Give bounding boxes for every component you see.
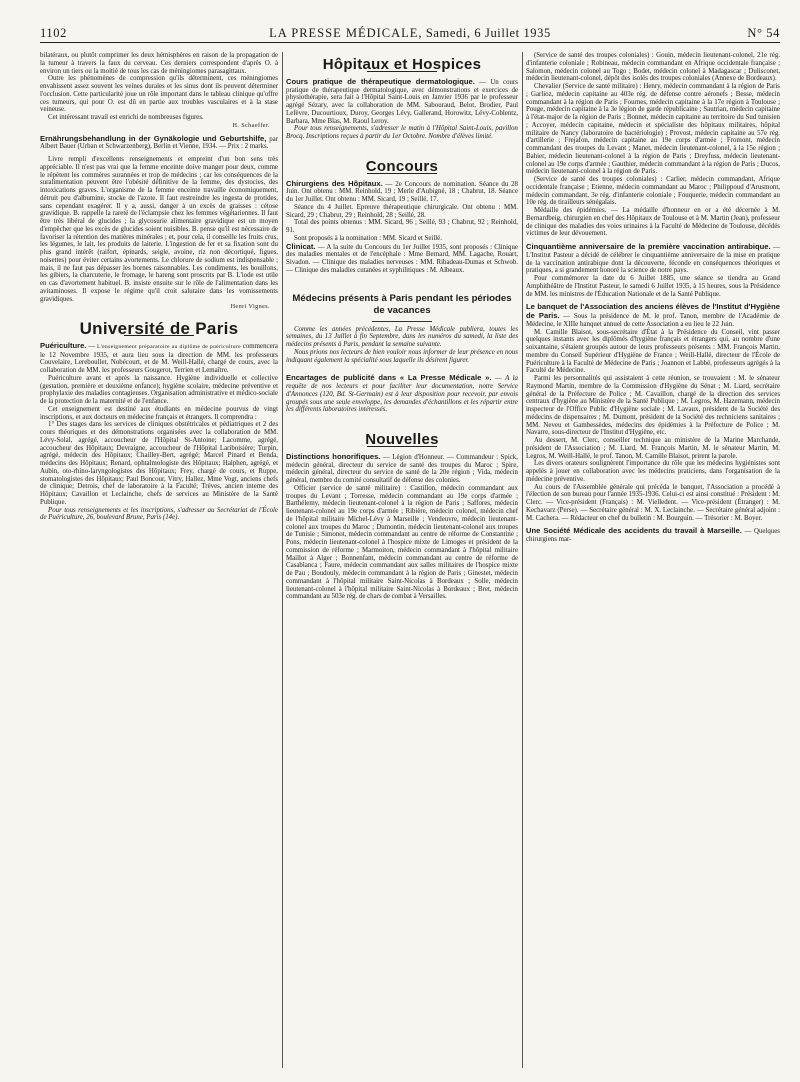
column-middle [286, 52, 518, 1070]
news-item: Chirurgiens des Hôpitaux. — 2e Concours de nomination. Séance du 28 Juin. Ont obtenu : MM. Reinhold, 19 ; Merle d'Aubigné, 18 ; Chabrut, 18. Séance du 1er Juillet. Ont obtenu : MM. Sicard, 19 ; Seillé, 17. [286, 178, 518, 203]
item-heading: Cinquantième anniversaire de la première vaccination antirabique. [526, 242, 771, 251]
item-heading: Clinicat. [286, 241, 316, 251]
article-paragraph: Total des points obtenus : MM. Sicard, 96 ; Seillé, 93 ; Chabrut, 92 ; Reinhold, 91. [286, 219, 518, 234]
article-paragraph: Les divers orateurs soulignèrent l'importance du rôle que les médecins hygiénistes sont appelés à jouer en collaboration avec les médecins praticiens, dans l'organisation de la médecine préventive. [526, 460, 780, 483]
item-body: A la suite du Concours du 1er Juillet 1935, sont proposés : Clinique des maladies mentales et de l'encéphale : Mme Bernard, MM. Lagache, Rouart, Sivadon. — Clinique des maladies nerveuses : MM. Ribadeau-Dumas et Schwob. — Clinique des maladies cutanées et syphilitiques : M. Albeaux. [286, 243, 518, 274]
item-lead: L'enseignement préparatoire au diplôme de puériculture [96, 343, 241, 350]
section-title-concours: Concours [365, 157, 439, 175]
issue-date: Samedi, 6 Juillet 1935 [425, 26, 551, 40]
section-title-universite: Université de Paris [79, 319, 239, 338]
author-signature: H. Schaeffer. [232, 121, 270, 129]
article-paragraph: (Service de santé des troupes coloniales) : Gouin, médecin lieutenant-colonel, 21e rég. d'infanterie coloniale ; Robineau, médecin commandant en Afrique occidentale française ; Salomon, médecin colonel au Togo ; Bodet, médecin colonel à Madagascar ; Dulisconet, médecin lieutenant-colonel, dépôt des isolés des troupes coloniales (Annexe de Bordeaux). [526, 52, 780, 83]
item-heading: Le banquet de l'Association des anciens élèves de l'Institut d'Hygiène de Paris. [526, 302, 780, 320]
running-header [40, 26, 780, 43]
column-divider [282, 52, 283, 1068]
article-paragraph: Séance du 4 Juillet. Epreuve thérapeutique chirurgicale. Ont obtenu : MM. Sicard, 29 ; Chabrut, 29 ; Reinhold, 28 ; Seillé, 28. [286, 203, 518, 219]
article-paragraph: Cet intéressant travail est enrichi de nombreuses figures. [48, 114, 204, 121]
news-item: Cours pratique de thérapeutique dermatologique. — Un cours pratique de thérapeutique dermatologique, avec démonstrations et exercices de physiothérapie, sera fait à l'Hôpital Saint-Louis en Janvier 1936 par le professeur agrégé Sézary, avec la collaboration de MM. Sabouraud, Belot, Brodier, Paul Lefèvre, Ducourtioux, Duroy, Georges Lévy, Gallerand, Horowitz, Lévy-Coblentz, Barbara, Mme Blas, M. Raoul Leroy. [286, 76, 518, 125]
item-heading: Cours pratique de thérapeutique dermatologique. [286, 76, 475, 86]
item-heading: Encartages de publicité dans « La Presse Médicale ». [286, 373, 492, 383]
article-paragraph: Au cours de l'Assemblée générale qui précéda le banquet, l'Association a procédé à l'élection de son bureau pour l'année 1935-1936. Celui-ci est ainsi constitué : Président : M. Clerc. — Vice-président (Français) : M. Vielledent. — Vice-président (Étranger) : M. Kechavarz (Perse). — Secrétaire général : M. X. Leclainche. — Secrétaire général adjoint : M. Cachera. — Rédacteur en chef du bulletin : M. Bourguin. — Trésorier : M. Boyer. [526, 483, 780, 522]
italic-text: Nous prions nos lecteurs de bien vouloir nous informer de leur présence en nous indiquant également la spécialité sous laquelle ils désirent figurer. [286, 348, 518, 364]
book-reference: par Albert Bauer (Urban et Schwarzenberg), Berlin et Vienne, 1934. — Prix : 2 marks. [40, 135, 278, 151]
item-body: Légion d'Honneur. — Commandeur : Spick, médecin général, directeur du service de santé des troupes du Maroc ; Spire, médecin général, directeur du service de santé de la 20e région ; Vida, médecin général, membre du comité consultatif de défense des colonies. [286, 453, 518, 484]
item-heading: Distinctions honorifiques. [286, 451, 381, 461]
article-paragraph: Sont proposés à la nomination : MM. Sicard et Seillé. [294, 234, 442, 242]
article-paragraph [286, 326, 518, 349]
header-title: LA PRESSE MÉDICALE, Samedi, 6 Juillet 1935 [269, 26, 551, 40]
news-item: Distinctions honorifiques. — Légion d'Honneur. — Commandeur : Spick, médecin général, directeur du service de santé des troupes du Maroc ; Spire, médecin général, directeur du service de santé de la 20e région ; Vida, médecin général, membre du comité consultatif de défense des colonies. [286, 451, 518, 484]
article-paragraph: Pour commémorer la date du 6 Juillet 1885, une séance se tiendra au Grand Amphithéâtre de l'Institut Pasteur, le samedi 6 Juillet 1935, à 15 heures, sous la Présidence de MM. les ministres de l'Éducation Nationale et de la Santé Publique. [526, 275, 780, 298]
item-body: Quelques chirurgiens mar- [526, 528, 780, 543]
author-signature: Henri Vignes. [230, 303, 270, 311]
news-item: Le banquet de l'Association des anciens élèves de l'Institut d'Hygiène de Paris. — Sous la présidence de M. le prof. Tanon, membre de l'Académie de Médecine, le XIIIe banquet annuel de cette Association a eu lieu le 22 Juin. [526, 302, 780, 328]
item-body: Un cours pratique de thérapeutique dermatologique, avec démonstrations et exercices de physiothérapie, sera fait à l'Hôpital Saint-Louis en Janvier 1936 par le professeur agrégé Sézary, avec la collaboration de MM. Sabouraud, Belot, Brodier, Paul Lefèvre, Ducourtioux, Duroy, Georges Lévy, Gallerand, Horowitz, Lévy-Coblentz, Barbara, Mme Blas, M. Raoul Leroy. [286, 78, 518, 125]
italic-text: Pour tous renseignements et les inscriptions, s'adresser au Secrétariat de l'École de Puériculture, 26, boulevard Brune, Paris (14e). [40, 506, 278, 522]
news-item: Encartages de publicité dans « La Presse Médicale ». — A la requête de nos lecteurs et pour faciliter leur documentation, notre Service d'Annonces (120, Bd. St-Germain) est à leur disposition pour recevoir, par envois groupés sous une seule enveloppe, les demandes d'échantillons et les répartir entre les différents laboratoires intéressés. [286, 373, 518, 414]
article-paragraph: Parmi les personnalités qui assistaient à cette réunion, se trouvaient : M. le sénateur Raymond Martin, membre de la Commission d'Hygiène du Sénat ; M. Liard, secrétaire général de la Préfecture de Police ; M. Cavaillon, chargé de la direction des services centraux d'hygiène au Ministère de la Santé Publique ; M. Legros, M. Hazemann, médecin inspecteur de l'Office Public d'Hygiène sociale ; M. Lavaux, président de la Société des médecins de dispensaires ; M. Dumont, président de la Société des techniciens sanitaires ; MM. Neveu et Gambessèdes, médecins des épidémies à la Préfecture de Police ; M. Navarre, sous-directeur de l'Institut d'Hygiène, etc. [526, 375, 780, 437]
column-left [40, 52, 278, 1070]
issue-number: N° 54 [747, 26, 780, 40]
news-item: Clinicat. — A la suite du Concours du 1er Juillet 1935, sont proposés : Clinique des maladies mentales et de l'encéphale : Mme Bernard, MM. Lagache, Rouart, Sivadon. — Clinique des maladies nerveuses : MM. Ribadeau-Dumas et Schwob. — Clinique des maladies cutanées et syphilitiques : M. Albeaux. [286, 241, 518, 274]
column-divider [522, 52, 523, 1068]
article-paragraph: Médaille des épidémies. — La médaille d'honneur en or a été décernée à M. Bernardbeig, chirurgien en chef des Hôpitaux de Toulouse et à M. Martin (Jean), professeur de clinique des maladies des voies urinaires à la Faculté de Médecine de Toulouse, décédés victimes de leur dévouement. [526, 207, 780, 238]
review-text: Livre rempli d'excellents renseignements et empreint d'un bon sens très appréciable. Il n'est pas vrai que la femme enceinte doive manger pour deux, comme le répètent les commères surannées et trop de médecins ; car les conséquences de la suralimentation peuvent être l'obésité définitive de la femme, des dystocies, des intoxications graves. L'organisme de la femme enceinte travaille économiquement, détruit peu d'albumine, stocke de l'azote. Il faut restreindre les ingesta de protides, sans cependant exagérer. Il y a, aussi, danger à un excès de graisses : cétose gravidique. B. rappelle la rareté de l'éclampsie chez les femmes végétariennes. Il faut être très libéral de glucides ; la glycosurie alimentaire gravidique est un moyen d'empêcher que les excès de glucides soient nuisibles. B. pense qu'il est nécessaire de favoriser la rétention des matières minérales ; et, pour cela, il conseille les fruits crus, les légumes, le lait, les produits de laiterie. L'ingestion de fer et sa fixation sont du plus grand intérêt (raifort, épinards, seigle, avoine, riz non décortiqué, figues, noisettes) pour éviter certains avortements. Le chlorure de sodium est indispensable ; mais, il ne faut pas dépasser les bornes raisonnables. Les condiments, les bouillons, les gibiers, la charcuterie, le fromage, le hareng sont proscrits par B. L'iode est utile en cas d'avortement habituel. B. insiste ensuite sur le rôle de l'alimentation dans les avitaminoses. Il expose le régime qu'il croit salutaire dans les vomissements gravidiques. [40, 156, 278, 303]
article-paragraph: bilatéraux, ou plutôt comprimer les deux hémisphères en raison de la propagation de la tumeur à travers la faux du cerveau. Ces derniers correspondent d'après O. à environ un tiers ou la moitié de tous les cas de méningiomes parasagittaux. [40, 52, 278, 75]
title-rule [372, 321, 432, 322]
news-item: Une Société Médicale des accidents du travail à Marseille. — Quelques chirurgiens mar- [526, 526, 780, 543]
item-body: A la requête de nos lecteurs et pour faciliter leur documentation, notre Service d'Annonces (120, Bd. St-Germain) est à leur disposition pour recevoir, par envois groupés sous une seule enveloppe, les demandes d'échantillons et les répartir entre les différents laboratoires intéressés. [286, 375, 518, 414]
item-heading: Chirurgiens des Hôpitaux. [286, 178, 383, 188]
article-paragraph: Au dessert, M. Clerc, conseiller technique au ministère de la Marine Marchande, président de l'Association ; M. Liard, M. François Martin, M. le sénateur Martin, M. Legros, M. Weill-Hallé, le prof. Tanon, M. Camille Blaisot, prirent la parole. [526, 437, 780, 460]
book-review-heading [40, 135, 278, 152]
item-body: commencera le 12 Novembre 1935, et aura lieu sous la direction de MM. les professeurs Couvelaire, Lereboullet, Nobécourt, et de M. Weill-Hallé, chargé de cours, avec la collaboration de MM. les professeurs Gougerot, Terrien et Lemaître. [40, 342, 278, 374]
italic-text: Comme les années précédentes, La Presse Médicale publiera, toutes les semaines, du 13 Juillet à fin Septembre, dans les numéros du samedi, la liste des médecins présents à Paris, pendant la semaine suivante. [286, 325, 518, 348]
article-paragraph: Cet enseignement est destiné aux étudiants en médecine pourvus de vingt inscriptions, et aux docteurs en médecine français et étrangers. Il comprendra : [40, 405, 278, 421]
book-title: Ernährungsbehandlung in der Gynäkologie und Geburtshilfe, [40, 133, 267, 143]
article-paragraph: Chevalier (Service de santé militaire) : Henry, médecin commandant à la région de Paris ; Garlioz, médecin capitaine au 403e rég. de défense contre aéronefs ; Besse, médecin commandant à la région de Paris ; Fournes, médecin capitaine à la 17e région à Toulouse ; Pouge, médecin capitaine à la 3e légion de garde républicaine ; Sautrian, médecin capitaine à l'état-major de la région de Paris ; Bonnet, médecin capitaine au territoire du Sud tunisien ; Accoyer, médecin capitaine, médecin et spécialiste des hôpitaux militaires, hôpital militaire de Nancy (laboratoire de bactériologie) ; Provost, médecin capitaine au 57e rég. d'artillerie ; Frejafon, médecin capitaine au 19e corps d'armée ; Fromont, médecin commandant des troupes du Levant ; Manet, médecin lieutenant-colonel, à la 15e région ; Bahier, médecin lieutenant-colonel à la région de Paris ; Dreyfuss, médecin lieutenant-colonel au 19e corps d'armée ; Gauthier, médecin commandant à la région de Paris ; Ducos, médecin lieutenant-colonel à la région de Paris. [526, 83, 780, 176]
item-heading: Une Société Médicale des accidents du travail à Marseille. [526, 526, 742, 536]
article-paragraph: Puériculture avant et après la naissance. Hygiène individuelle et collective (gestation, première et deuxième enfance); hygiène scolaire, médecine préventive et prophylaxie des maladies contagieuses. Organisation administrative et médico-sociale de la protection de la maternité et de l'enfance. [40, 374, 278, 405]
section-title-hopitaux: Hôpitaux et Hospices [322, 56, 482, 73]
news-item: Cinquantième anniversaire de la première vaccination antirabique. — L'Institut Pasteur a décidé de célébrer le cinquantième anniversaire de la mise en pratique de la vaccination antirabique dont la découverte, féconde en conséquences théoriques et pratiques, a si grandement honoré la science de notre pays. [526, 242, 780, 275]
italic-text: Pour tous renseignements, s'adresser le matin à l'Hôpital Saint-Louis, pavillon Brocq. Inscriptions reçues à partir du 1er Octobre. Nombre d'élèves limité. [286, 125, 518, 140]
item-body: Sous la présidence de M. le prof. Tanon, membre de l'Académie de Médecine, le XIIIe banquet annuel de cette Association a eu lieu le 22 Juin. [526, 313, 780, 328]
article-paragraph [286, 125, 518, 141]
article-paragraph: Outre les phénomènes de compression qu'ils déterminent, ces méningiomes envahissent assez souvent les veines durales et les sinus dont ils peuvent déterminer l'occlusion. Cette particularité joue un rôle important dans le tableau clinique qu'offre ces tumeurs, qui pour O. est dû en partie aux troubles vasculaires et à la stase veineuse. [40, 75, 278, 114]
item-body: L'Institut Pasteur a décidé de célébrer le cinquantième anniversaire de la mise en pratique de la vaccination antirabique dont la découverte, féconde en conséquences théoriques et pratiques, a si grandement honoré la science de notre pays. [526, 251, 780, 275]
column-right [526, 52, 780, 1070]
article-paragraph: 1° Des stages dans les services de cliniques obstétricales et pédiatriques et 2 des cours théoriques et des démonstrations organisées avec la collaboration de MM. Lévy-Solal, agrégé, accoucheur de l'Hôpital St-Antoine; Lacomme, agrégé, accoucheur des Hôpitaux; Devraigne, accoucheur de l'Hôpital Lariboisière; Turpin, agrégé, médecin des Hôpitaux; Chailley-Bert, agrégé; Marcel Pinard et Benda, médecins des Hôpitaux; Renard, ophtalmologiste des Hôpitaux; Halphen, agrégé, et Aubin, oto-rhino-laryngologistes des Hôpitaux; Frey, chargé de cours, et Ruppe, stomatologistes des Hôpitaux; Paul Boncour, Vitry, Hallez, Mme Vogt, anciens chefs de clinique; Detrois, chef de laboratoire à la Faculté; Trèves, ancien interne des Hôpitaux; Cavaillon et Leclainche, chefs de services au Ministère de la Santé Publique. [40, 421, 278, 506]
item-body: 2e Concours de nomination. Séance du 28 Juin. Ont obtenu : MM. Reinhold, 19 ; Merle d'Aubigné, 18 ; Chabrut, 18. Séance du 1er Juillet. Ont obtenu : MM. Sicard, 19 ; Seillé, 17. [286, 180, 518, 203]
vacances-heading: Médecins présents à Paris pendant les périodes de vacances [292, 292, 512, 316]
article-paragraph [40, 507, 278, 523]
article-paragraph: Officier (service de santé militaire) : Castillon, médecin commandant aux troupes du Levant ; Torresse, médecin commandant au 19e corps d'armée ; Barthélemy, médecin lieutenant-colonel à la région de Paris ; Saffores, médecin lieutenant-colonel au 19e corps d'armée ; Ribière, médecin colonel, médecin chef de l'hôpital militaire Michel-Lévy à Marseille ; Vendeuvre, médecin lieutenant-colonel aux troupes du Maroc ; Dumontin, médecin lieutenant-colonel aux troupes de Tunisie ; Simonot, médecin commandant au centre de réforme de Constantine ; Pons, médecin lieutenant-colonel à l'hospice mixte de Limoges et président de la commission de réforme ; Marmoiton, médecin commandant à l'hôpital militaire Maillot à Alger ; Bonnenfant, médecin commandant au centre de réforme de Casablanca ; Faure, médecin commandant aux salles militaires de l'hospice mixte de Pau ; Boudouly, médecin commandant à la région de Paris ; Ginestet, médecin commandant à l'hôpital militaire Saint-Nicolas à Bordeaux ; Solle, médecin lieutenant-colonel à l'hôpital militaire Saint-Nicolas à Bordeaux ; Bret, médecin commandant au 503e rég. de chars de combat à Versailles. [286, 484, 518, 601]
news-item: Puériculture. — L'enseignement préparatoire au diplôme de puériculture commencera le 12 Novembre 1935, et aura lieu sous la direction de MM. les professeurs Couvelaire, Lereboullet, Nobécourt, et de M. Weill-Hallé, chargé de cours, avec la collaboration de MM. les professeurs Gougerot, Terrien et Lemaître. [40, 340, 278, 374]
item-heading: Puériculture. [40, 340, 87, 350]
journal-name: LA PRESSE MÉDICALE [269, 26, 419, 40]
section-title-nouvelles: Nouvelles [365, 431, 439, 448]
page-number: 1102 [40, 26, 67, 40]
article-paragraph: (Service de santé des troupes coloniales) : Carlier, médecin commandant, Afrique occidentale française ; Etienne, médecin commandant au Maroc ; Philippoud d'Arusmont, médecin commandant, 3e rég. d'infanterie coloniale ; Fouquerie, médecin commandant au 10e rég. de tirailleurs sénégalais. [526, 176, 780, 207]
article-paragraph [286, 349, 518, 365]
article-paragraph: M. Camille Blaisot, sous-secrétaire d'État à la Présidence du Conseil, vint passer quelques instants avec les diplômés d'hygiène français et étrangers qui, au nombre d'une soixantaine, s'étaient groupés autour de leurs professeurs présents : MM. François Martin, membre du Conseil Supérieur d'Hygiène de France ; Weill-Hallé, directeur de l'École de Puériculture à la Faculté de Médecine de Paris ; Joannon et Labbé, professeurs agrégés à la Faculté de Médecine. [526, 328, 780, 375]
